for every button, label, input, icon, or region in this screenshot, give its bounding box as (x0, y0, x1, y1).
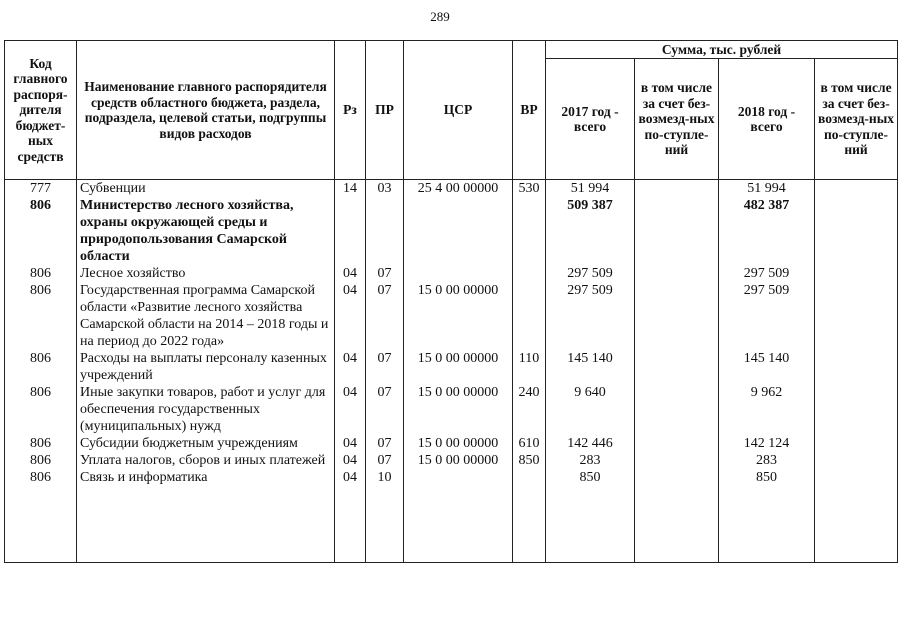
cell-2017-gratuitous (635, 452, 719, 469)
cell-2018-total: 9 962 (719, 384, 815, 435)
cell-code: 806 (5, 435, 77, 452)
cell-csr (404, 265, 513, 282)
cell-name: Субсидии бюджетным учреждениям (77, 435, 335, 452)
cell-vr: 610 (513, 435, 546, 452)
cell-code: 806 (5, 469, 77, 486)
cell-csr: 15 0 00 00000 (404, 350, 513, 384)
header-2018-total: 2018 год - всего (719, 59, 815, 180)
cell-2018-total: 297 509 (719, 265, 815, 282)
cell-pr: 07 (366, 282, 404, 350)
cell-name: Министерство лесного хозяйства, охраны окружающей среды и природопользования Самарской области (77, 197, 335, 265)
header-code: Код главного распоря-дителя бюджет-ных средств (5, 41, 77, 180)
empty-cell (5, 486, 77, 563)
table-row (5, 282, 898, 350)
cell-rz: 14 (335, 180, 366, 198)
empty-cell (404, 486, 513, 563)
table-row (5, 180, 898, 198)
cell-2018-gratuitous (815, 384, 898, 435)
cell-csr: 15 0 00 00000 (404, 452, 513, 469)
cell-2017-total: 297 509 (546, 282, 635, 350)
cell-name: Субвенции (77, 180, 335, 198)
cell-pr: 07 (366, 452, 404, 469)
cell-rz: 04 (335, 435, 366, 452)
table-row (5, 384, 898, 435)
cell-rz (335, 197, 366, 265)
cell-rz: 04 (335, 265, 366, 282)
cell-code: 806 (5, 350, 77, 384)
cell-code: 806 (5, 384, 77, 435)
cell-2018-total: 283 (719, 452, 815, 469)
cell-vr: 530 (513, 180, 546, 198)
cell-2018-total: 142 124 (719, 435, 815, 452)
cell-2018-gratuitous (815, 197, 898, 265)
cell-vr (513, 265, 546, 282)
cell-vr (513, 469, 546, 486)
cell-rz: 04 (335, 384, 366, 435)
cell-2017-total: 145 140 (546, 350, 635, 384)
cell-vr: 850 (513, 452, 546, 469)
cell-pr: 10 (366, 469, 404, 486)
header-vr: ВР (513, 41, 546, 180)
cell-pr (366, 197, 404, 265)
cell-2017-gratuitous (635, 435, 719, 452)
empty-cell (815, 486, 898, 563)
cell-pr: 03 (366, 180, 404, 198)
cell-csr: 15 0 00 00000 (404, 384, 513, 435)
cell-code: 806 (5, 197, 77, 265)
cell-2018-total: 51 994 (719, 180, 815, 198)
cell-pr: 07 (366, 350, 404, 384)
cell-2017-gratuitous (635, 350, 719, 384)
empty-cell (77, 486, 335, 563)
budget-table (4, 40, 898, 563)
cell-name: Иные закупки товаров, работ и услуг для обеспечения государственных (муниципальных) нужд (77, 384, 335, 435)
cell-2018-gratuitous (815, 469, 898, 486)
cell-csr (404, 197, 513, 265)
empty-cell (513, 486, 546, 563)
cell-code: 777 (5, 180, 77, 198)
header-2017-total: 2017 год - всего (546, 59, 635, 180)
cell-2018-total: 297 509 (719, 282, 815, 350)
header-name: Наименование главного распорядителя средств областного бюджета, раздела, подраздела, целевой статьи, подгруппы видов расходов (77, 41, 335, 180)
cell-vr (513, 197, 546, 265)
header-pr: ПР (366, 41, 404, 180)
cell-2017-total: 9 640 (546, 384, 635, 435)
table-row (5, 197, 898, 265)
cell-2018-gratuitous (815, 265, 898, 282)
cell-code: 806 (5, 282, 77, 350)
table-row (5, 452, 898, 469)
cell-2017-gratuitous (635, 197, 719, 265)
cell-2017-gratuitous (635, 282, 719, 350)
cell-2018-gratuitous (815, 350, 898, 384)
empty-cell (366, 486, 404, 563)
cell-name: Государственная программа Самарской области «Развитие лесного хозяйства Самарской области на 2014 – 2018 годы и на период до 2022 года» (77, 282, 335, 350)
cell-vr: 240 (513, 384, 546, 435)
header-rz: Рз (335, 41, 366, 180)
cell-rz: 04 (335, 350, 366, 384)
header-csr: ЦСР (404, 41, 513, 180)
cell-2017-total: 283 (546, 452, 635, 469)
cell-2018-total: 145 140 (719, 350, 815, 384)
cell-rz: 04 (335, 469, 366, 486)
cell-2017-total: 297 509 (546, 265, 635, 282)
table-row (5, 469, 898, 486)
cell-2017-gratuitous (635, 469, 719, 486)
cell-2018-gratuitous (815, 435, 898, 452)
cell-pr: 07 (366, 265, 404, 282)
cell-csr (404, 469, 513, 486)
header-sum-group: Сумма, тыс. рублей (546, 41, 898, 59)
table-row (5, 265, 898, 282)
cell-code: 806 (5, 265, 77, 282)
cell-rz: 04 (335, 452, 366, 469)
cell-2017-total: 850 (546, 469, 635, 486)
cell-csr: 15 0 00 00000 (404, 435, 513, 452)
table-body (5, 180, 898, 563)
cell-2018-total: 482 387 (719, 197, 815, 265)
cell-rz: 04 (335, 282, 366, 350)
cell-vr: 110 (513, 350, 546, 384)
cell-name: Расходы на выплаты персоналу казенных учреждений (77, 350, 335, 384)
header-2017-gratuitous: в том числе за счет без-возмезд-ных по-ступле-ний (635, 59, 719, 180)
cell-2017-total: 509 387 (546, 197, 635, 265)
cell-2017-gratuitous (635, 180, 719, 198)
empty-cell (335, 486, 366, 563)
empty-cell (719, 486, 815, 563)
cell-2018-gratuitous (815, 282, 898, 350)
table-filler-row (5, 486, 898, 563)
cell-name: Связь и информатика (77, 469, 335, 486)
cell-csr: 25 4 00 00000 (404, 180, 513, 198)
table-row (5, 350, 898, 384)
header-2018-gratuitous: в том числе за счет без-возмезд-ных по-ступле-ний (815, 59, 898, 180)
cell-2017-gratuitous (635, 265, 719, 282)
cell-2017-total: 51 994 (546, 180, 635, 198)
cell-2018-gratuitous (815, 180, 898, 198)
cell-2018-gratuitous (815, 452, 898, 469)
table-header (5, 41, 898, 180)
cell-name: Лесное хозяйство (77, 265, 335, 282)
cell-2018-total: 850 (719, 469, 815, 486)
cell-pr: 07 (366, 435, 404, 452)
cell-pr: 07 (366, 384, 404, 435)
cell-2017-gratuitous (635, 384, 719, 435)
table-row (5, 435, 898, 452)
page-number: 289 (430, 9, 450, 24)
cell-vr (513, 282, 546, 350)
cell-code: 806 (5, 452, 77, 469)
empty-cell (635, 486, 719, 563)
empty-cell (546, 486, 635, 563)
cell-csr: 15 0 00 00000 (404, 282, 513, 350)
cell-2017-total: 142 446 (546, 435, 635, 452)
cell-name: Уплата налогов, сборов и иных платежей (77, 452, 335, 469)
